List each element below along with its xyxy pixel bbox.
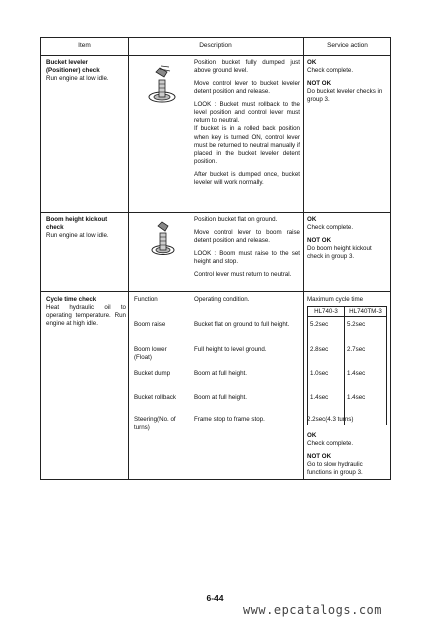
row3-notok: NOT OK — [307, 453, 332, 461]
row1-item-title: Bucket leveler (Positioner) check — [46, 59, 100, 75]
row2-item-sub: Run engine at low idle. — [46, 232, 109, 240]
row1-ok-text: Check complete. — [307, 67, 354, 75]
cycle-time-b: 1.4sec — [347, 370, 366, 377]
function-name: Bucket dump — [134, 370, 171, 377]
row1-service — [307, 59, 389, 104]
row1-desc-1: Position bucket fully dumped just above ground level. — [194, 59, 300, 75]
cycle-time-b: 2.7sec — [347, 346, 366, 353]
condition-header: Operating condition. — [194, 296, 250, 303]
function-condition: Bucket flat on ground to full height. — [194, 321, 290, 328]
row2-desc-1: Position bucket flat on ground. — [194, 216, 278, 223]
row2-desc-4: Control lever must return to neutral. — [194, 271, 292, 279]
row1-ok: OK — [307, 59, 317, 66]
row1-desc-4: If bucket is in a rolled back position when key is turned ON, control lever must be returned to neutral manually if placed in the bucket leveler detent position. — [194, 125, 300, 165]
row2-ok-text: Check complete. — [307, 224, 354, 232]
row1-desc-3: LOOK : Bucket must rollback to the level position and control lever must return to neutral. — [194, 101, 300, 125]
row2-service — [307, 216, 389, 261]
row3-notok-text: Go to slow hydraulic functions in group 3. — [307, 461, 363, 477]
function-name: Steering(No. of turns) — [134, 416, 176, 432]
service-table — [40, 37, 391, 480]
row2-notok: NOT OK — [307, 237, 332, 245]
header-service-action: Service action — [327, 42, 368, 50]
row1-description — [194, 59, 300, 187]
function-condition: Boom at full height. — [194, 370, 247, 377]
row2-notok-text: Do boom height kickout check in group 3. — [307, 245, 372, 261]
function-condition: Boom at full height. — [194, 394, 247, 401]
row3-item — [46, 296, 126, 328]
function-header: Function — [134, 296, 158, 303]
row1-item — [46, 59, 124, 83]
row3-item-sub: Heat hydraulic oil to operating temperature. Run engine at high idle. — [46, 304, 126, 328]
row1-desc-5: After bucket is dumped once, bucket leveler will work normally. — [194, 170, 300, 186]
function-condition: Frame stop to frame stop. — [194, 416, 265, 423]
model-a: HL740-3 — [314, 308, 338, 315]
header-item: Item — [78, 42, 91, 50]
row2-description — [194, 216, 300, 279]
row1-notok-text: Do bucket leveler checks in group 3. — [307, 88, 383, 104]
header-description: Description — [199, 42, 232, 50]
row1-notok: NOT OK — [307, 80, 332, 88]
function-name: Bucket rollback — [134, 394, 176, 401]
cycle-time-b: 1.4sec — [347, 394, 366, 401]
row1-item-sub: Run engine at low idle. — [46, 75, 109, 83]
row2-ok: OK — [307, 216, 317, 223]
cycle-time-a: 1.0sec — [310, 370, 329, 377]
row2-desc-2: Move control lever to boom raise detent position and release. — [194, 229, 300, 245]
row2-item-title: Boom height kickout check — [46, 216, 108, 232]
cycle-time-steering: 2.2sec(4.3 turns) — [307, 416, 354, 423]
model-b: HL740TM-3 — [349, 308, 382, 315]
cycle-time-b: 5.2sec — [347, 321, 366, 328]
function-name: Boom raise — [134, 321, 166, 328]
cycle-time-a: 1.4sec — [310, 394, 329, 401]
cycle-time-a: 2.8sec — [310, 346, 329, 353]
control-lever-icon — [146, 64, 180, 109]
row1-desc-2: Move control lever to bucket leveler detent position and release. — [194, 80, 300, 96]
row3-ok: OK — [307, 432, 317, 439]
row3-item-title: Cycle time check — [46, 296, 97, 303]
function-name: Boom lower (Float) — [134, 346, 167, 362]
control-lever-icon — [149, 220, 179, 261]
row2-desc-3: LOOK : Boom must raise to the set height and stop. — [194, 250, 300, 266]
cycle-time-a: 5.2sec — [310, 321, 329, 328]
row2-item — [46, 216, 126, 240]
function-condition: Full height to level ground. — [194, 346, 267, 353]
watermark: www.epcatalogs.com — [242, 603, 382, 617]
max-cycle-header: Maximum cycle time — [307, 296, 364, 303]
row3-ok-text: Check complete. — [307, 440, 354, 448]
page-number: 6-44 — [206, 593, 224, 603]
row3-service — [307, 432, 389, 477]
